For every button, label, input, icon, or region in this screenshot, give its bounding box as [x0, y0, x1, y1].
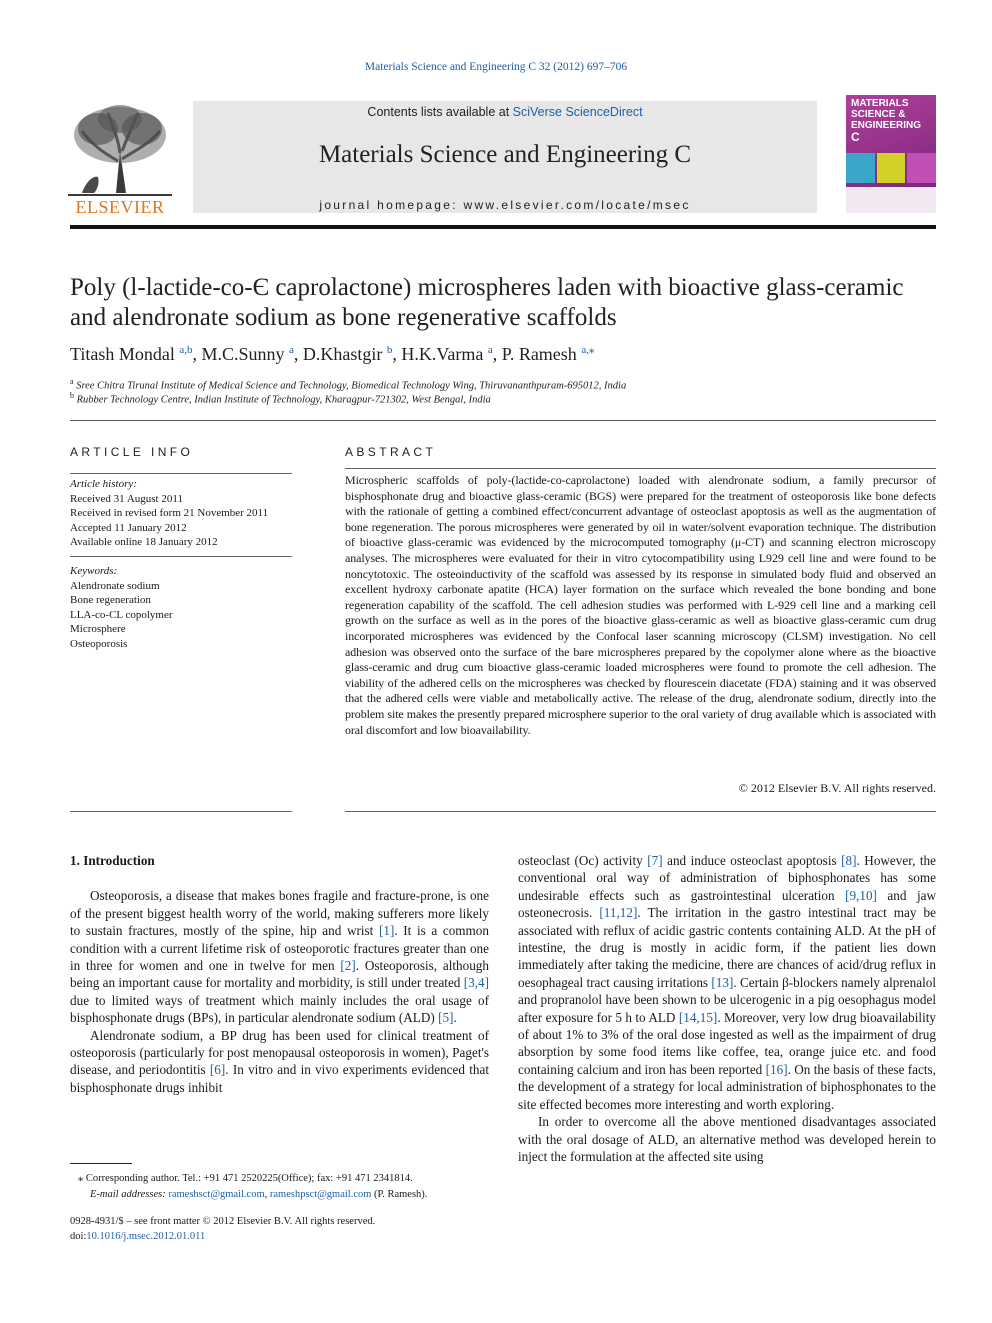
history-item: Available online 18 January 2012	[70, 536, 218, 548]
journal-name: Materials Science and Engineering C	[318, 141, 692, 168]
doi-link[interactable]: 10.1016/j.msec.2012.01.011	[86, 1231, 206, 1242]
affiliation-mark: a	[70, 377, 74, 386]
footnote-rule	[70, 1163, 132, 1164]
paragraph-text: . Moreover, very low drug bioavailability of about 1% to 3% of the oral dose ingested as well as the impairment of drug absorption by some food items like coffee, tea, orange juice etc. and food containing calcium and iron has been reported	[518, 1009, 936, 1077]
paragraph-text: . Osteoporosis, although being an important cause for mortality and morbidity, is still under treated	[70, 958, 489, 991]
corresponding-author: ⁎ Corresponding author. Tel.: +91 471 2520225(Office); fax: +91 471 2341814.	[78, 1173, 413, 1184]
keyword-item: Alendronate sodium	[70, 579, 160, 592]
contents-prefix: Contents lists available at	[367, 105, 513, 119]
keywords-label: Keywords:	[70, 565, 118, 577]
citation-ref-link[interactable]: [2]	[340, 958, 356, 974]
keywords	[70, 564, 292, 651]
elsevier-tree-icon	[68, 101, 172, 197]
abstract-heading: ABSTRACT	[345, 445, 437, 459]
paragraph-text: . However, the conventional oral way of administration of biphosphonates has some undesirable effects such as gastrointestinal ulceration	[518, 853, 937, 903]
citation-ref-link[interactable]: [7]	[647, 853, 663, 868]
journal-homepage[interactable]: journal homepage: www.elsevier.com/locate/msec	[319, 198, 691, 212]
elsevier-logo[interactable]	[68, 101, 172, 217]
email-separator: ,	[264, 1188, 270, 1200]
paragraph-text: due to limited ways of treatment which mainly includes the oral usage of bisphosphonate drugs (BPs), in particular alendronate sodium (ALD)	[70, 992, 489, 1026]
cover-title-line-1: MATERIALS	[851, 98, 909, 109]
author-separator: ,	[492, 344, 502, 364]
article-info-bottom-rule	[70, 811, 292, 812]
affiliation-rule	[70, 420, 936, 421]
history-item: Accepted 11 January 2012	[70, 521, 187, 534]
cover-letter: C	[851, 130, 860, 144]
right-paragraphs	[518, 852, 936, 1165]
citation-ref-link[interactable]: [3,4]	[463, 975, 489, 991]
affiliation-text: Rubber Technology Centre, Indian Institute of Technology, Kharagpur-721302, West Bengal, India	[76, 394, 491, 406]
keyword-item: Bone regeneration	[70, 594, 151, 606]
author-separator: ,	[392, 344, 402, 364]
abstract-text: Microspheric scaffolds of poly-(lactide-co-caprolactone) loaded with alendronate sodium, a family precursor of bisphosphonate drug and bioactive glass-ceramic (BGS) were prepared for the treatment of osteoporosis like bone defects with the rationale of getting a combined effect/concurrent advantage of osteoclast apoptosis as well as the augmentation of bone regeneration. The porous microspheres were generated by oil in water/solvent evaporation technique. The distribution of bioactive glass-ceramic was evidenced by the microcomputed tomography (μ-CT) and scanning electron microscopy analyses. The microspheres were evaluated for their in vitro cytocompatibility using L929 cell line and were found to be noncytotoxic. The osteoinductivity of the scaffold was assessed by its response in simulated body fluid and observed an excellent hydroxy carbonate apatite (HCA) layer formation on the surface which revealed the bone bonding and bone regeneration capability of the scaffold. The cell adhesion studies was performed with L-929 cell line and a marking cell growth on the surface as well as in the pores of the bioactive glass-ceramic as well as bioactive glass-ceramic cum drug incorporated microspheres was evidenced by the Confocal laser scanning microscopy (CLSM) investigation. No cell adhesion was observed onto the surface of the bare microspheres prepared by the copolymer alone where as the bioactive glass-ceramic and drug cum bioactive glass-ceramic loaded microspheres were found to promote the cell adhesion. The viability of the adhered cells on the microspheres was checked by flourescein diacetate (FDA) staining and it was observed that the adhered cells were viable and metabolically active. The release of the drug, alendronate sodium, directly into the problem site makes the presently prepared microsphere superior to the oral variety of drug available which is associated with oral discomfort and low bioavailability.	[345, 473, 936, 737]
email-suffix: (P. Ramesh).	[371, 1188, 428, 1200]
front-matter	[70, 1214, 489, 1244]
keyword-item: Microsphere	[70, 623, 126, 635]
paragraph-text: and induce osteoclast apoptosis	[662, 853, 842, 868]
author-separator: ,	[192, 344, 202, 364]
abstract-bottom-rule	[345, 811, 936, 812]
citation-ref-link[interactable]: [1]	[378, 923, 395, 939]
affiliation	[70, 391, 491, 406]
elsevier-wordmark: ELSEVIER	[75, 197, 165, 217]
author-affiliation-mark[interactable]: a,⁎	[581, 344, 595, 356]
email-link[interactable]: rameshpsct@gmail.com	[269, 1188, 372, 1200]
paragraph-text: . Certain β-blockers namely alprenalol and propranolol have been shown to be ulcerogenic in a pig oesophagus model after exposure for 5 h to ALD	[518, 974, 936, 1025]
author-list	[70, 343, 940, 365]
journal-cover[interactable]	[846, 95, 936, 213]
cover-footer	[846, 187, 936, 213]
article-title: Poly (l-lactide-co-Є caprolactone) microspheres laden with bioactive glass-ceramic and alendronate sodium as bone regenerative scaffolds	[70, 274, 904, 331]
paragraph-text: and jaw osteonecrosis.	[518, 887, 936, 921]
paragraph-text: . It is a common condition with a current lifetime risk of osteoporotic fractures greater than one in three for women and one in twelve for men	[70, 923, 489, 974]
author-affiliation-mark[interactable]: b	[386, 344, 393, 356]
paragraph-text: . In vitro and in vivo experiments evidenced that bisphosphonate drugs inhibit	[70, 1062, 490, 1095]
keyword-item: Osteoporosis	[70, 637, 128, 650]
cover-image-strip	[846, 153, 936, 183]
abstract-rule	[345, 468, 936, 469]
journal-citation[interactable]: Materials Science and Engineering C 32 (2012) 697–706	[364, 61, 628, 73]
abstract-copyright: © 2012 Elsevier B.V. All rights reserved.	[738, 781, 936, 795]
sciencedirect-link[interactable]: SciVerse ScienceDirect	[512, 105, 643, 119]
contents-line	[193, 105, 817, 119]
body-paragraph	[518, 852, 936, 1113]
author-affiliation-mark[interactable]: a,b	[179, 344, 193, 356]
cover-title-line-3: ENGINEERING	[851, 120, 922, 131]
citation-ref-link[interactable]: [11,12]	[599, 905, 638, 921]
email-label: E-mail addresses:	[90, 1188, 169, 1200]
left-paragraphs	[70, 887, 489, 1096]
body-paragraph	[70, 1027, 489, 1097]
author-affiliation-mark[interactable]: a	[487, 344, 493, 356]
paragraph-text: Alendronate sodium, a BP drug has been used for clinical treatment of osteoporosis (particularly for post menopausal osteoporosis in women), Paget's disease, and periodontitis	[70, 1027, 489, 1078]
paragraph-text: osteoclast (Oc) activity	[518, 853, 648, 868]
citation-ref-link[interactable]: [13]	[711, 974, 734, 990]
author-affiliation-mark[interactable]: a	[289, 344, 294, 356]
citation-ref-link[interactable]: [16]	[765, 1061, 788, 1077]
article-history	[70, 477, 292, 550]
section-heading: 1. Introduction	[70, 853, 155, 868]
affiliation-text: Sree Chitra Tirunal Institute of Medical Science and Technology, Biomedical Technology Wing, Thiruvananthpuram-695012, India	[76, 380, 627, 392]
body-column-right	[518, 852, 936, 1165]
doi-label: doi:	[70, 1231, 87, 1242]
affiliation	[70, 377, 626, 392]
author-name: H.K.Varma	[401, 344, 484, 364]
citation-ref-link[interactable]: [8]	[841, 853, 857, 868]
body-paragraph	[70, 887, 489, 1026]
citation-ref-link[interactable]: [9,10]	[845, 887, 877, 903]
body-column-left	[70, 852, 489, 1096]
author-separator: ,	[293, 344, 303, 364]
author-name: D.Khastgir	[302, 344, 383, 364]
history-item: Received in revised form 21 November 2011	[70, 507, 269, 519]
paragraph-text: . The irritation in the gastro intestinal tract may be associated with reflux of acidic gastric contents containing ALD. At the pH of intestine, the drug is mostly in acidic form, if the patient lies down immediately after taking the medicine, there are chances of acid/drug reflux in oesophageal tract causing irritations	[518, 905, 936, 990]
body-paragraph	[518, 1113, 936, 1165]
author-name: Titash Mondal	[70, 344, 175, 364]
issn-line: 0928-4931/$ – see front matter © 2012 Elsevier B.V. All rights reserved.	[70, 1216, 376, 1227]
corresponding-author-footnote	[70, 1171, 489, 1202]
paragraph-text: . On the basis of these facts, the development of a strategy for local administration of biphosphonates to the site effected becomes more interesting and worth exploring.	[518, 1061, 936, 1112]
article-info-rule	[70, 473, 292, 474]
author-name: M.C.Sunny	[201, 344, 285, 364]
citation-ref-link[interactable]: [5]	[438, 1010, 454, 1026]
affiliation-mark: b	[70, 391, 74, 400]
email-link[interactable]: rameshsct@gmail.com	[168, 1188, 265, 1200]
journal-banner	[193, 101, 817, 213]
history-item: Received 31 August 2011	[70, 492, 183, 505]
header-rule	[70, 225, 936, 229]
article-info-heading: ARTICLE INFO	[70, 445, 194, 459]
author-name: P. Ramesh	[501, 344, 577, 364]
citation-ref-link[interactable]: [14,15]	[678, 1009, 718, 1025]
keyword-item: LLA-co-CL copolymer	[70, 608, 173, 621]
paragraph-text: In order to overcome all the above mentioned disadvantages associated with the oral dosage of ALD, an alternative method was developed herein to inject the formulation at the affected site using	[518, 1114, 936, 1164]
keywords-rule	[70, 556, 292, 557]
paragraph-text: Osteoporosis, a disease that makes bones fragile and fracture-prone, is one of the present biggest health worry of the world, making sufferers more likely to sustain fractures, mostly of the spine, hip and wrist	[70, 888, 489, 939]
paragraph-text: .	[453, 1010, 457, 1026]
citation-ref-link[interactable]: [6]	[209, 1062, 226, 1078]
cover-title-line-2: SCIENCE &	[851, 109, 906, 120]
history-label: Article history:	[70, 478, 137, 490]
